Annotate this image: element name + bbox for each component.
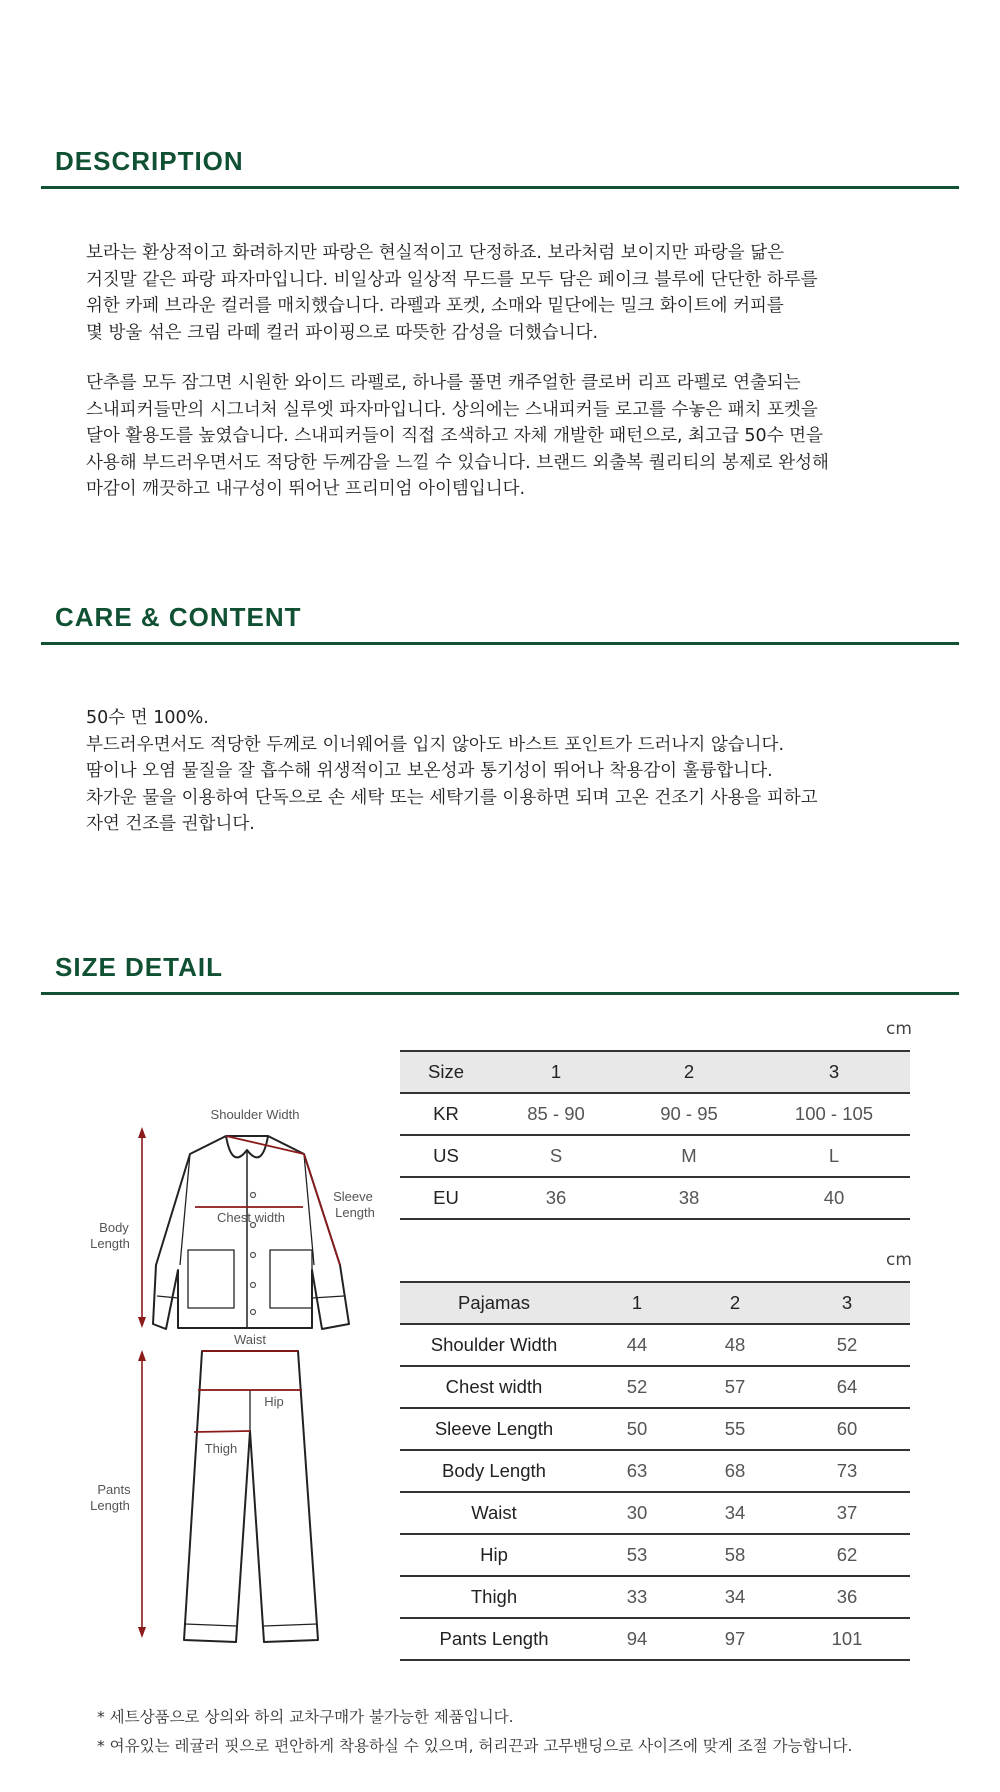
table-cell: 94 [588, 1618, 686, 1660]
table-cell: 73 [784, 1450, 910, 1492]
text-line: 단추를 모두 잠그면 시원한 와이드 라펠로, 하나를 풀면 캐주얼한 클로버 리프 라펠로 연출되는 [86, 373, 801, 393]
label-body-length-2: Length [90, 1236, 130, 1251]
table-cell: 36 [492, 1177, 620, 1219]
table-cell: 55 [686, 1408, 784, 1450]
table-cell: 38 [620, 1177, 758, 1219]
table-cell: 37 [784, 1492, 910, 1534]
table-row [400, 1576, 910, 1618]
measurement-table [400, 1281, 910, 1661]
table-cell: EU [400, 1177, 492, 1219]
table-cell: 57 [686, 1366, 784, 1408]
table-cell: US [400, 1135, 492, 1177]
table-cell: 52 [588, 1366, 686, 1408]
text-line: 몇 방울 섞은 크림 라떼 컬러 파이핑으로 따뜻한 감성을 더했습니다. [86, 322, 599, 343]
table-row [400, 1324, 910, 1366]
table-cell: L [758, 1135, 910, 1177]
shirt-outline [153, 1136, 349, 1329]
table-cell: 50 [588, 1408, 686, 1450]
table-cell: 48 [686, 1324, 784, 1366]
label-sleeve-length-1: Sleeve [333, 1189, 373, 1204]
description-paragraph-1 [86, 240, 936, 346]
text-line: 보라는 환상적이고 화려하지만 파랑은 현실적이고 단정하죠. 보라처럼 보이지만 파랑을 닮은 [86, 243, 785, 263]
label-pants-length-2: Length [90, 1498, 130, 1513]
table-row [400, 1177, 910, 1219]
table-cell: 60 [784, 1408, 910, 1450]
table-cell: 100 - 105 [758, 1093, 910, 1135]
table-cell: 3 [784, 1282, 910, 1324]
table-row [400, 1135, 910, 1177]
unit-label: cm [886, 1019, 912, 1039]
table-cell: Shoulder Width [400, 1324, 588, 1366]
table-cell: 3 [758, 1051, 910, 1093]
footnote: * 세트상품으로 상의와 하의 교차구매가 불가능한 제품입니다. [97, 1708, 514, 1726]
table-cell: 90 - 95 [620, 1093, 758, 1135]
pants-measure-lines [194, 1351, 302, 1432]
table-row [400, 1534, 910, 1576]
description-paragraph-2 [86, 370, 936, 503]
table-cell: 1 [588, 1282, 686, 1324]
table-cell: 44 [588, 1324, 686, 1366]
table-cell: Waist [400, 1492, 588, 1534]
label-thigh: Thigh [204, 1441, 238, 1456]
table-cell: 64 [784, 1366, 910, 1408]
text-line: 부드러우면서도 적당한 두께로 이너웨어를 입지 않아도 바스트 포인트가 드러나지 않습니다. [86, 734, 785, 755]
table-cell: KR [400, 1093, 492, 1135]
label-hip: Hip [264, 1394, 284, 1409]
table-row [400, 1408, 910, 1450]
table-cell: 2 [620, 1051, 758, 1093]
pants-length-arrow [138, 1350, 146, 1638]
table-cell: S [492, 1135, 620, 1177]
text-line: 자연 건조를 권합니다. [86, 814, 255, 834]
label-pants-length-1: Pants [97, 1482, 131, 1497]
table-cell: 40 [758, 1177, 910, 1219]
table-cell: 85 - 90 [492, 1093, 620, 1135]
text-line: 차가운 물을 이용하여 단독으로 손 세탁 또는 세탁기를 이용하면 되며 고온 건조기 사용을 피하고 [86, 787, 818, 808]
section-divider [41, 186, 959, 189]
pants-outline [184, 1351, 318, 1642]
table-cell: M [620, 1135, 758, 1177]
text-line: 50수 면 100%. [86, 708, 209, 728]
table-cell: 36 [784, 1576, 910, 1618]
table-cell: 52 [784, 1324, 910, 1366]
table-row [400, 1492, 910, 1534]
table-cell: 53 [588, 1534, 686, 1576]
section-divider [41, 992, 959, 995]
table-cell: 33 [588, 1576, 686, 1618]
section-title-care: CARE & CONTENT [55, 602, 302, 632]
table-row [400, 1366, 910, 1408]
table-cell: 34 [686, 1576, 784, 1618]
text-line: 달아 활용도를 높였습니다. 스내피커들이 직접 조색하고 자체 개발한 패턴으로, 최고급 50수 면을 [86, 426, 823, 446]
table-cell: Hip [400, 1534, 588, 1576]
care-paragraph [86, 705, 936, 838]
table-cell: 58 [686, 1534, 784, 1576]
table-cell: 63 [588, 1450, 686, 1492]
text-line: 거짓말 같은 파랑 파자마입니다. 비일상과 일상적 무드를 모두 담은 페이크 블루에 단단한 하루를 [86, 269, 818, 290]
label-chest-width: Chest width [217, 1210, 285, 1225]
section-title-size: SIZE DETAIL [55, 952, 223, 982]
size-conversion-table [400, 1050, 910, 1220]
body-length-arrow [138, 1127, 146, 1328]
label-shoulder-width: Shoulder Width [210, 1107, 300, 1122]
table-cell: Chest width [400, 1366, 588, 1408]
text-line: 위한 카페 브라운 컬러를 매치했습니다. 라펠과 포켓, 소매와 밑단에는 밀크 화이트에 커피를 [86, 296, 784, 316]
label-body-length-1: Body [99, 1220, 129, 1235]
table-row [400, 1093, 910, 1135]
footnote: * 여유있는 레귤러 핏으로 편안하게 착용하실 수 있으며, 허리끈과 고무밴딩으로 사이즈에 맞게 조절 가능합니다. [97, 1737, 853, 1755]
text-line: 땀이나 오염 물질을 잘 흡수해 위생적이고 보온성과 통기성이 뛰어나 착용감이 훌륭합니다. [86, 761, 773, 781]
table-cell: 1 [492, 1051, 620, 1093]
section-divider [41, 642, 959, 645]
table-cell: Body Length [400, 1450, 588, 1492]
unit-label: cm [886, 1250, 912, 1270]
table-header-row [400, 1282, 910, 1324]
label-waist: Waist [233, 1332, 267, 1347]
shirt-measure-lines [195, 1136, 340, 1265]
table-cell: Size [400, 1051, 492, 1093]
table-cell: 2 [686, 1282, 784, 1324]
table-header-row [400, 1051, 910, 1093]
table-cell: Thigh [400, 1576, 588, 1618]
text-line: 사용해 부드러우면서도 적당한 두께감을 느낄 수 있습니다. 브랜드 외출복 퀄리티의 봉제로 완성해 [86, 452, 829, 473]
table-cell: Pajamas [400, 1282, 588, 1324]
label-sleeve-length-2: Length [335, 1205, 375, 1220]
text-line: 스내피커들만의 시그너처 실루엣 파자마입니다. 상의에는 스내피커들 로고를 수놓은 패치 포켓을 [86, 399, 818, 420]
table-cell: 30 [588, 1492, 686, 1534]
table-cell: Pants Length [400, 1618, 588, 1660]
table-cell: 34 [686, 1492, 784, 1534]
table-row [400, 1618, 910, 1660]
text-line: 마감이 깨끗하고 내구성이 뛰어난 프리미엄 아이템입니다. [86, 479, 526, 499]
table-cell: 101 [784, 1618, 910, 1660]
table-cell: Sleeve Length [400, 1408, 588, 1450]
table-row [400, 1450, 910, 1492]
table-cell: 62 [784, 1534, 910, 1576]
table-cell: 97 [686, 1618, 784, 1660]
section-title-description: DESCRIPTION [55, 146, 244, 176]
table-cell: 68 [686, 1450, 784, 1492]
pajama-measurement-diagram [0, 1090, 395, 1670]
